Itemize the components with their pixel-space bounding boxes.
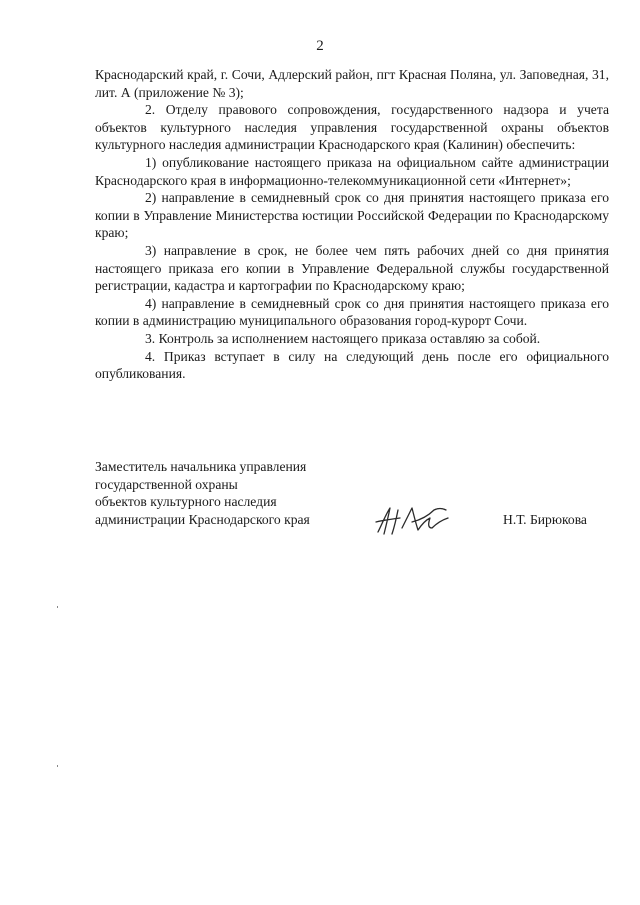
paragraph-item-4: 4. Приказ вступает в силу на следующий день после его официального опубликования. [95, 348, 609, 382]
paragraph-subitem-4: 4) направление в семидневный срок со дня принятия настоящего приказа его копии в администрацию муниципального образования город-курорт Сочи. [95, 295, 609, 329]
paragraph-item-3: 3. Контроль за исполнением настоящего приказа оставляю за собой. [145, 330, 541, 346]
paragraph-subitem-3: 3) направление в срок, не более чем пять рабочих дней со дня принятия настоящего приказа его копии в Управление Федеральной службы государственной регистрации, кадастра и картографии по Краснодарскому краю; [95, 242, 609, 294]
handwritten-signature [372, 502, 462, 540]
signatory-title-line: Заместитель начальника управления [95, 459, 307, 474]
paragraph-item-2: 2. Отделу правового сопровождения, государственного надзора и учета объектов культурного наследия управления государственной охраны объектов культурного наследия администрации Краснодарского края (Калинин) обеспечить: [95, 102, 609, 153]
margin-dot [57, 765, 58, 767]
paragraph-address: Краснодарский край, г. Сочи, Адлерский район, пгт Красная Поляна, ул. Заповедная, 31, лит. А (приложение № 3); [95, 67, 609, 100]
page-number: 2 [316, 38, 324, 54]
signatory-title-line: государственной охраны [95, 476, 238, 492]
document-body [95, 66, 609, 383]
signatory-title-line: администрации Краснодарского края [95, 511, 310, 527]
paragraph-subitem-1: 1) опубликование настоящего приказа на официальном сайте администрации Краснодарского края в информационно-телекоммуникационной сети «Интернет»; [95, 154, 609, 188]
signatory-title-line: объектов культурного наследия [95, 494, 277, 510]
margin-dot [57, 606, 58, 608]
signatory-name: Н.Т. Бирюкова [503, 512, 587, 527]
paragraph-subitem-2: 2) направление в семидневный срок со дня принятия настоящего приказа его копии в Управление Министерства юстиции Российской Федерации по Краснодарскому краю; [95, 190, 609, 241]
